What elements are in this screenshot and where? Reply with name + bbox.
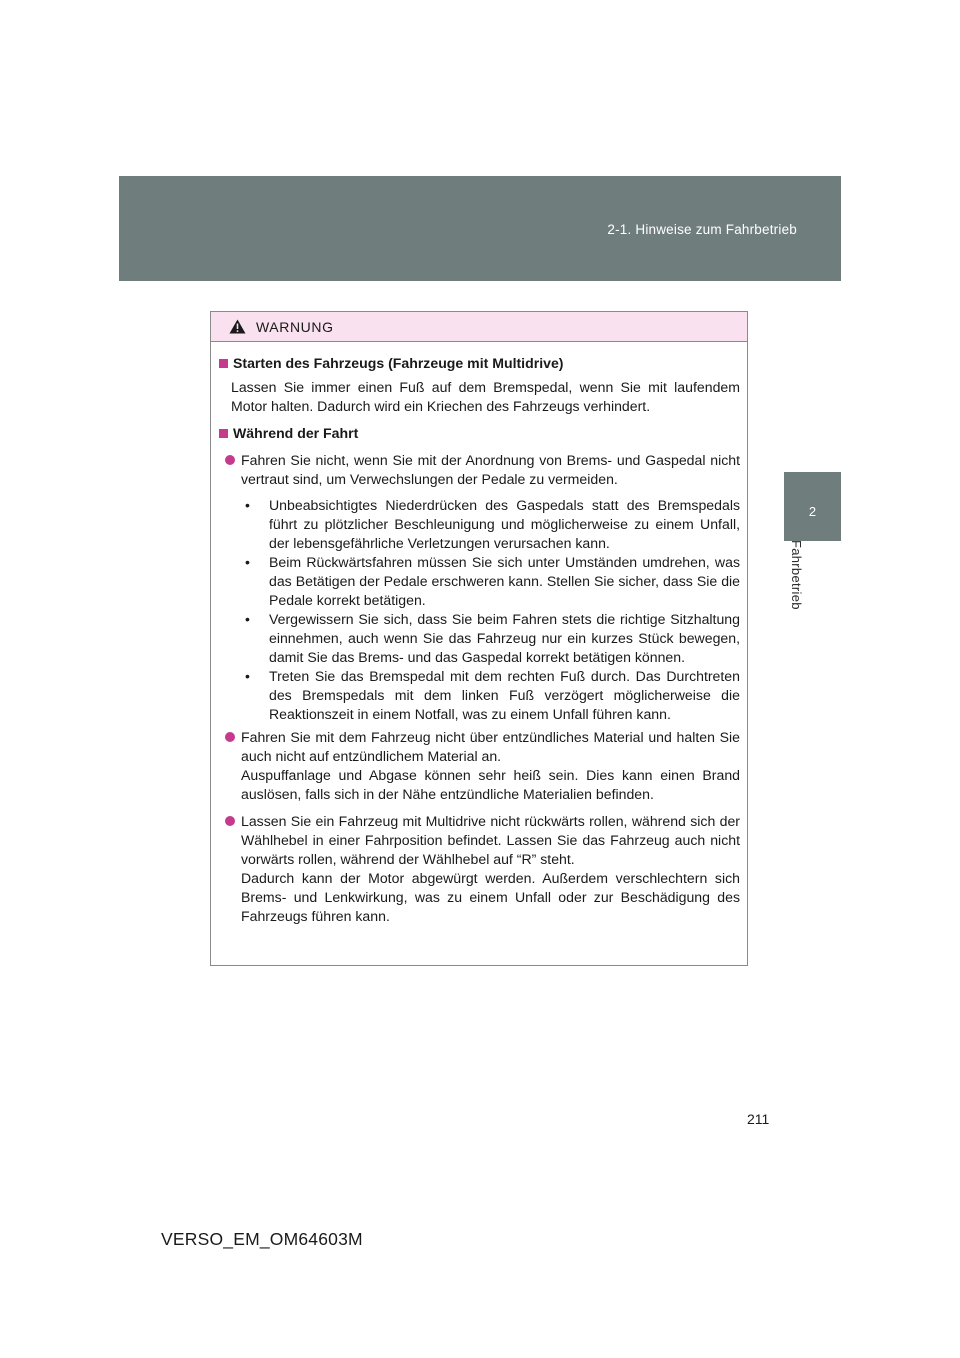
sub-list-item [241, 610, 740, 667]
warning-box [210, 311, 748, 966]
bullet-dot: • [245, 668, 250, 684]
section-heading-starting [219, 354, 740, 373]
chapter-label-wrapper [789, 540, 809, 640]
sub-list-item [241, 667, 740, 724]
page-number: 211 [747, 1111, 770, 1127]
bullet-dot: • [245, 554, 250, 570]
chapter-label: Fahrbetrieb [789, 540, 804, 610]
document-code: VERSO_EM_OM64603M [161, 1229, 363, 1249]
chapter-number: 2 [808, 504, 817, 519]
section-heading-text: Starten des Fahrzeugs (Fahrzeuge mit Multidrive) [233, 355, 564, 371]
square-bullet-icon [219, 359, 228, 368]
list-item-text-block [241, 728, 740, 804]
list-item-text: Lassen Sie ein Fahrzeug mit Multidrive nicht rückwärts rollen, während sich der Wählhebel in einer Fahrposition befindet. Lassen Sie das Fahrzeug auch nicht vorwärts rollen, während der Wählhebel auf “R” steht. [241, 813, 740, 867]
sub-list [241, 496, 740, 724]
section-heading-text: Während der Fahrt [233, 425, 359, 441]
warning-triangle-icon [229, 319, 246, 334]
square-bullet-icon [219, 429, 228, 438]
section-heading-driving [219, 424, 740, 443]
section-header-band [119, 176, 841, 281]
circle-bullet-icon [225, 455, 235, 465]
list-item-text: Fahren Sie nicht, wenn Sie mit der Anordnung von Brems- und Gaspedal nicht vertraut sind, um Verwechslungen der Pedale zu vermeiden. [241, 452, 740, 487]
list-item [225, 728, 740, 804]
list-item-text: Fahren Sie mit dem Fahrzeug nicht über entzündliches Material und halten Sie auch nicht auf entzündlichem Material an. [241, 729, 740, 764]
bullet-dot: • [245, 497, 250, 513]
warning-header [211, 312, 747, 342]
circle-bullet-icon [225, 816, 235, 826]
list-item-text-continued: Dadurch kann der Motor abgewürgt werden. Außerdem verschlechtern sich Brems- und Lenkwirkung, was zu einem Unfall oder zur Beschädigung des Fahrzeugs führen kann. [241, 870, 740, 924]
list-item-text-block [241, 812, 740, 926]
sub-list-item [241, 496, 740, 553]
sub-list-item-text: Treten Sie das Bremspedal mit dem rechten Fuß durch. Das Durchtreten des Bremspedals mit dem linken Fuß verzögert möglicherweise die Reaktionszeit in einem Notfall, was zu einem Unfall führen kann. [269, 668, 740, 722]
warning-title: WARNUNG [256, 318, 334, 335]
section-paragraph: Lassen Sie immer einen Fuß auf dem Bremspedal, wenn Sie mit laufendem Motor halten. Dadurch wird ein Kriechen des Fahrzeugs verhindert. [231, 379, 740, 414]
bullet-dot: • [245, 611, 250, 627]
sub-list-item-text: Vergewissern Sie sich, dass Sie beim Fahren stets die richtige Sitzhaltung einnehmen, auch wenn Sie das Fahrzeug nur ein kurzes Stück bewegen, damit Sie das Brems- und das Gaspedal korrekt betätigen können. [269, 611, 740, 665]
list-item [225, 812, 740, 926]
warning-body [211, 342, 747, 926]
section-title: 2-1. Hinweise zum Fahrbetrieb [607, 222, 797, 237]
sub-list-item-text: Unbeabsichtigtes Niederdrücken des Gaspedals statt des Bremspedals führt zu plötzlicher Beschleunigung und möglicherweise zu einem Unfall, der lebensgefährliche Verletzungen verursachen kann. [269, 497, 740, 551]
circle-bullet-icon [225, 732, 235, 742]
list-item [225, 451, 740, 489]
list-item-text-continued: Auspuffanlage und Abgase können sehr heiß sein. Dies kann einen Brand auslösen, falls sich in der Nähe entzündliche Materialien befinden. [241, 767, 740, 802]
sub-list-item [241, 553, 740, 610]
sub-list-item-text: Beim Rückwärtsfahren müssen Sie sich unter Umständen umdrehen, was das Betätigen der Pedale erschweren kann. Stellen Sie sicher, dass Sie die Pedale korrekt betätigen. [269, 554, 740, 608]
chapter-tab [784, 472, 841, 541]
